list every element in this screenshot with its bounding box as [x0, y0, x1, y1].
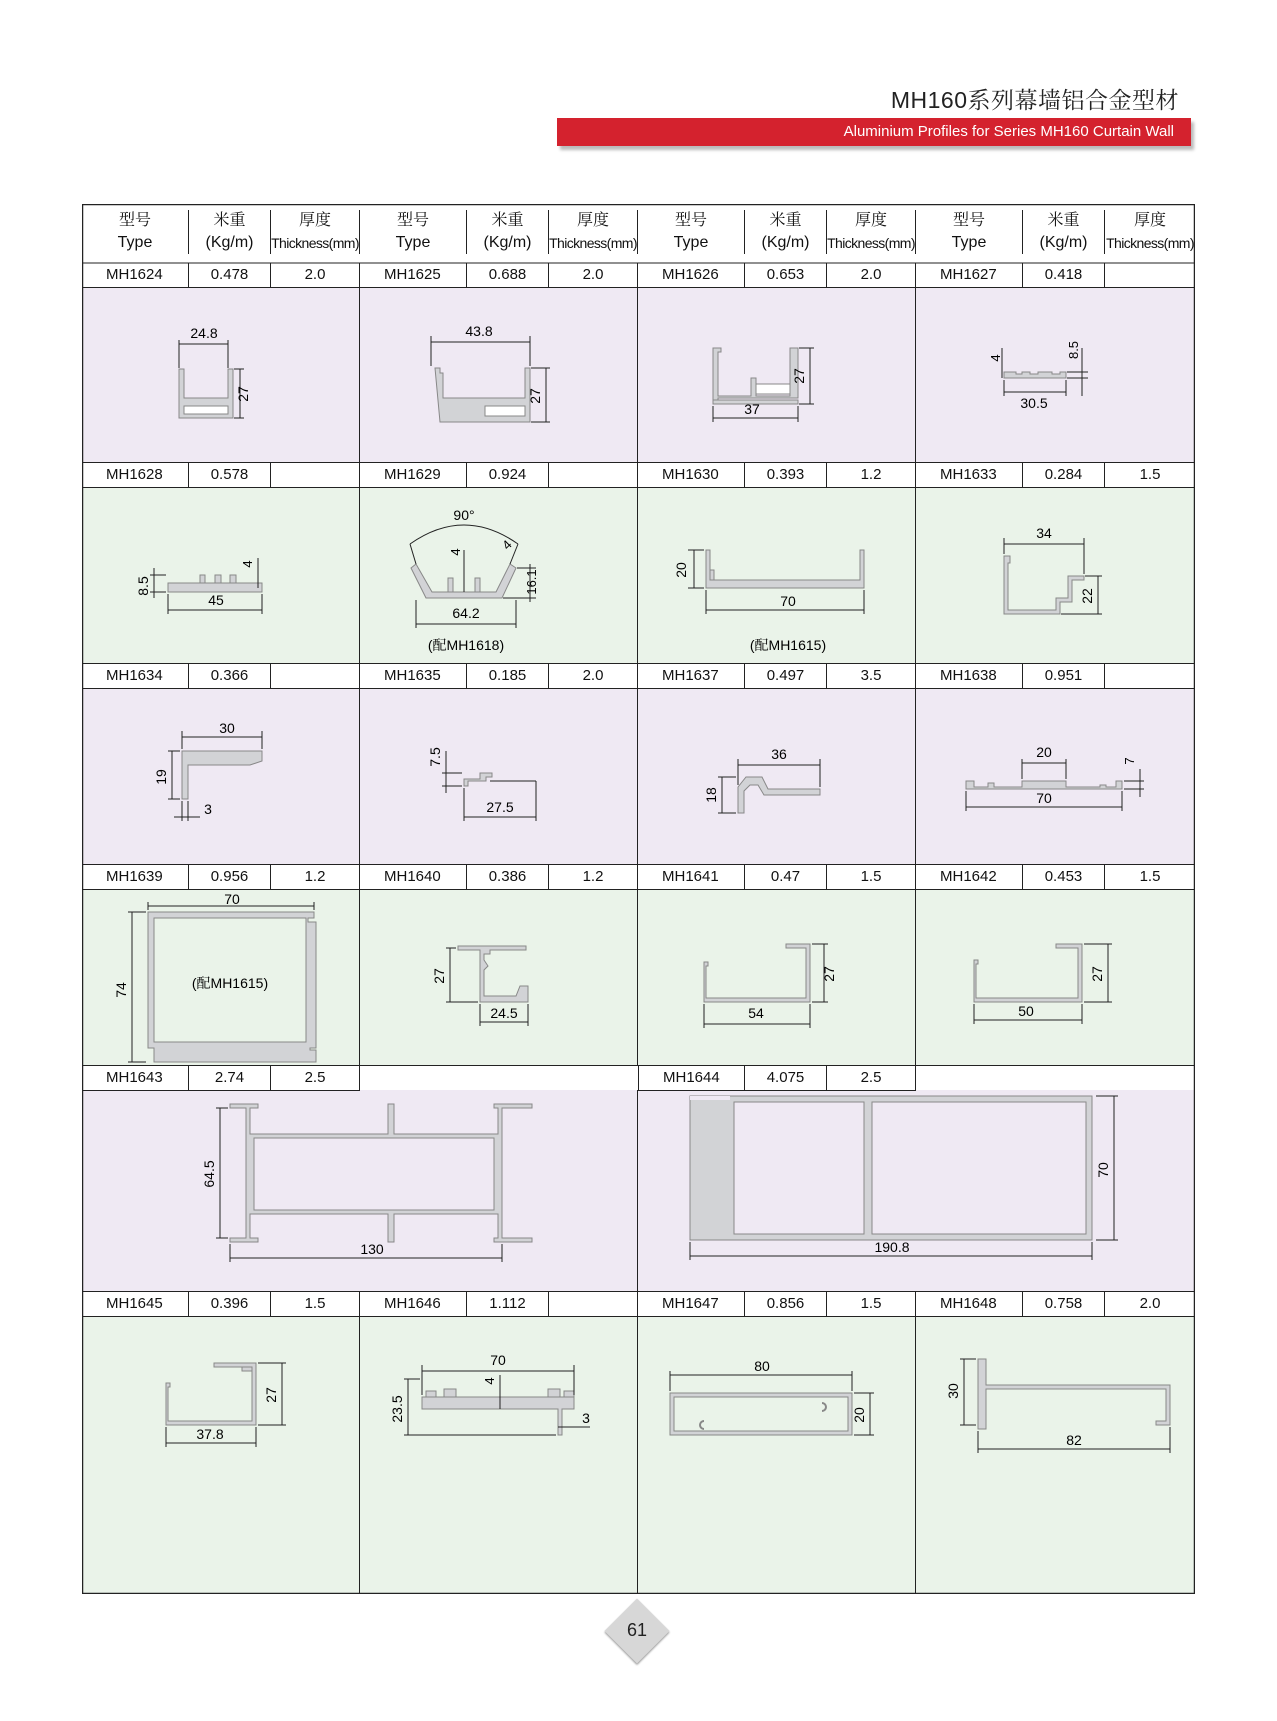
page-number: 61 [626, 1620, 648, 1640]
profile-panel-mh1633 [916, 488, 1195, 663]
dim-label: 50 [1018, 1003, 1034, 1019]
profile-drawing-mh1648 [916, 1317, 1195, 1515]
dim-label: 4 [448, 548, 463, 556]
header-type-2: 型号 Type [360, 210, 467, 254]
header-weight-3: 米重 (Kg/m) [745, 210, 827, 254]
title-bar [557, 118, 1191, 146]
profile-drawing-mh1637 [638, 689, 915, 864]
profile-panel-mh1644 [638, 1090, 1195, 1291]
dim-label: 8.5 [1066, 340, 1081, 360]
profile-panel-mh1641 [638, 890, 916, 1065]
table-header-row [82, 204, 1195, 263]
header-thickness-3: 厚度 Thickness(mm) [827, 210, 916, 254]
dim-label: 74 [113, 982, 129, 998]
profile-drawing-mh1639 [82, 890, 359, 1065]
profile-drawing-mh1641 [638, 890, 915, 1065]
profile-drawing-mh1643 [82, 1090, 637, 1291]
dim-label: 27 [821, 966, 837, 982]
dim-label: 27.5 [486, 799, 514, 815]
profile-drawing-mh1625 [360, 288, 637, 463]
dim-label: 27 [527, 388, 543, 404]
profile-panel-mh1640 [360, 890, 638, 1065]
dim-label: 19 [153, 769, 169, 785]
profile-drawing-mh1638 [916, 689, 1195, 864]
profile-drawing-mh1644 [638, 1090, 1195, 1291]
dim-label: 27 [1089, 966, 1105, 982]
profile-drawing-mh1646 [360, 1317, 637, 1515]
dim-label: 27 [431, 968, 447, 984]
dim-label: 27 [263, 1387, 279, 1403]
dim-label: 190.8 [874, 1239, 910, 1255]
dim-label: 4 [988, 354, 1003, 362]
dim-label: 70 [1095, 1162, 1111, 1178]
dim-label: 64.5 [201, 1160, 217, 1188]
dim-label: 7.5 [427, 747, 443, 767]
profile-panel-mh1648 [916, 1317, 1195, 1593]
profile-drawing-mh1635 [360, 689, 637, 864]
dim-label: 24.5 [490, 1005, 518, 1021]
header-thickness-2: 厚度 Thickness(mm) [549, 210, 638, 254]
dim-label: 45 [208, 592, 224, 608]
header-type-3: 型号 Type [638, 210, 745, 254]
dim-label: 23.5 [389, 1395, 405, 1423]
dim-label: 24.8 [190, 325, 218, 341]
dim-label: 7 [1122, 757, 1137, 765]
profile-drawing-mh1630 [638, 488, 915, 663]
dim-label: 64.2 [452, 605, 480, 621]
profile-drawing-mh1627 [916, 288, 1195, 463]
dim-label: 4 [498, 536, 515, 553]
dim-label: 30 [219, 720, 235, 736]
dim-label: 70 [1036, 790, 1052, 806]
dim-label: 34 [1036, 525, 1052, 541]
profile-panel-mh1639 [82, 890, 360, 1065]
dim-label: 82 [1066, 1432, 1082, 1448]
dim-label: 8.5 [135, 576, 151, 596]
dim-label: 90° [453, 507, 475, 523]
profile-panel-mh1630 [638, 488, 916, 663]
dim-label: 20 [1036, 744, 1052, 760]
profile-panel-mh1628 [82, 488, 360, 663]
profile-panel-mh1627 [916, 288, 1195, 463]
profile-drawing-mh1634 [82, 689, 359, 864]
header-weight-2: 米重 (Kg/m) [467, 210, 549, 254]
profile-panel-mh1643 [82, 1090, 638, 1291]
profile-note: (配MH1615) [749, 637, 827, 653]
profile-panel-mh1635 [360, 689, 638, 864]
profile-panel-mh1645 [82, 1317, 360, 1593]
profile-drawing-mh1624 [82, 288, 359, 463]
profile-panel-mh1638 [916, 689, 1195, 864]
profile-drawing-mh1642 [916, 890, 1195, 1065]
profile-drawing-mh1640 [360, 890, 637, 1065]
profile-drawing-mh1628 [82, 488, 359, 663]
profile-note: (配MH1615) [191, 975, 269, 991]
dim-label: 30 [945, 1383, 961, 1399]
dim-label: 27 [791, 368, 807, 384]
dim-label: 30.5 [1020, 395, 1048, 411]
dim-label: 37 [744, 401, 760, 417]
header-weight-1: 米重 (Kg/m) [189, 210, 271, 254]
profile-drawing-mh1633 [916, 488, 1195, 663]
profile-panel-mh1642 [916, 890, 1195, 1065]
header-type-1: 型号 Type [82, 210, 189, 254]
profile-table: 型号 Type 米重 (Kg/m) 厚度 Thickness(mm) 型号 Type 米重 (Kg/m) 厚度 Thickness(mm) 型号 Type 米重 (Kg/m) 厚度 Thickness(mm) 型号 Type 米重 (Kg/m) 厚度 Thickness(mm) MH1624 0.478 2.0 MH1625 0.688 2.0 MH1626 0.653 2.0 MH1627 0.418 24.8 27 43.8 27 37 27 30.5 4 8.5 MH1628 0.578 MH1629 0.924 MH1630 0.393 1.2 MH1633 0.284 1.5 45 8.5 4 90° 4 4 16.1 64.2 (配MH1618) 70 20 (配MH1615) 34 22 MH1634 0.366 MH1635 0.185 2.0 MH1637 0.497 3.5 MH1638 0.951 30 19 3 27.5 7.5 36 18 70 20 7 MH1639 0.956 1.2 MH1640 0.386 1.2 MH1641 0.47 1.5 MH1642 0.453 1.5 70 74 (配MH1615) 24.5 27 54 27 50 27 MH1643 2.74 2.5 MH1644 4.075 2.5 130 64.5 190.8 70 MH1645 0.396 1.5 MH1646 1.112 MH1647 0.856 1.5 MH1648 0.758 2.0 37.8 27 70 4 23.5 3 80 20 82 30 [82, 204, 1195, 1594]
header-thickness-1: 厚度 Thickness(mm) [271, 210, 360, 254]
profile-panel-mh1625 [360, 288, 638, 463]
profile-panel-mh1626 [638, 288, 916, 463]
dim-label: 16.1 [524, 569, 539, 595]
profile-panel-mh1637 [638, 689, 916, 864]
dim-label: 43.8 [465, 323, 493, 339]
dim-label: 4 [240, 560, 255, 568]
profile-panel-mh1634 [82, 689, 360, 864]
dim-label: 22 [1079, 588, 1095, 604]
header-type-4: 型号 Type [916, 210, 1023, 254]
profile-drawing-mh1647 [638, 1317, 915, 1515]
dim-label: 70 [490, 1352, 506, 1368]
dim-label: 130 [360, 1241, 384, 1257]
dim-label: 3 [204, 801, 212, 817]
profile-drawing-mh1645 [82, 1317, 359, 1515]
header-thickness-4: 厚度 Thickness(mm) [1106, 212, 1194, 251]
profile-panel-mh1647 [638, 1317, 916, 1593]
dim-label: 18 [703, 787, 719, 803]
page-title-zh: MH160系列幕墙铝合金型材 [890, 87, 1179, 113]
header-weight-4: 米重 (Kg/m) [1023, 210, 1105, 254]
dim-label: 4 [482, 1377, 497, 1385]
dim-label: 37.8 [196, 1426, 224, 1442]
dim-label: 54 [748, 1005, 764, 1021]
profile-drawing-mh1626 [638, 288, 915, 463]
dim-label: 20 [851, 1407, 867, 1423]
profile-panel-mh1624 [82, 288, 360, 463]
dim-label: 3 [582, 1410, 590, 1426]
dim-label: 20 [673, 562, 689, 578]
profile-drawing-mh1629 [360, 488, 637, 663]
page-title-en: Aluminium Profiles for Series MH160 Curtain Wall [843, 123, 1174, 140]
dim-label: 70 [224, 891, 240, 907]
profile-note: (配MH1618) [427, 637, 505, 653]
dim-label: 70 [780, 593, 796, 609]
profile-panel-mh1629 [360, 488, 638, 663]
dim-label: 36 [771, 746, 787, 762]
dim-label: 80 [754, 1358, 770, 1374]
dim-label: 27 [235, 386, 251, 402]
profile-panel-mh1646 [360, 1317, 638, 1593]
